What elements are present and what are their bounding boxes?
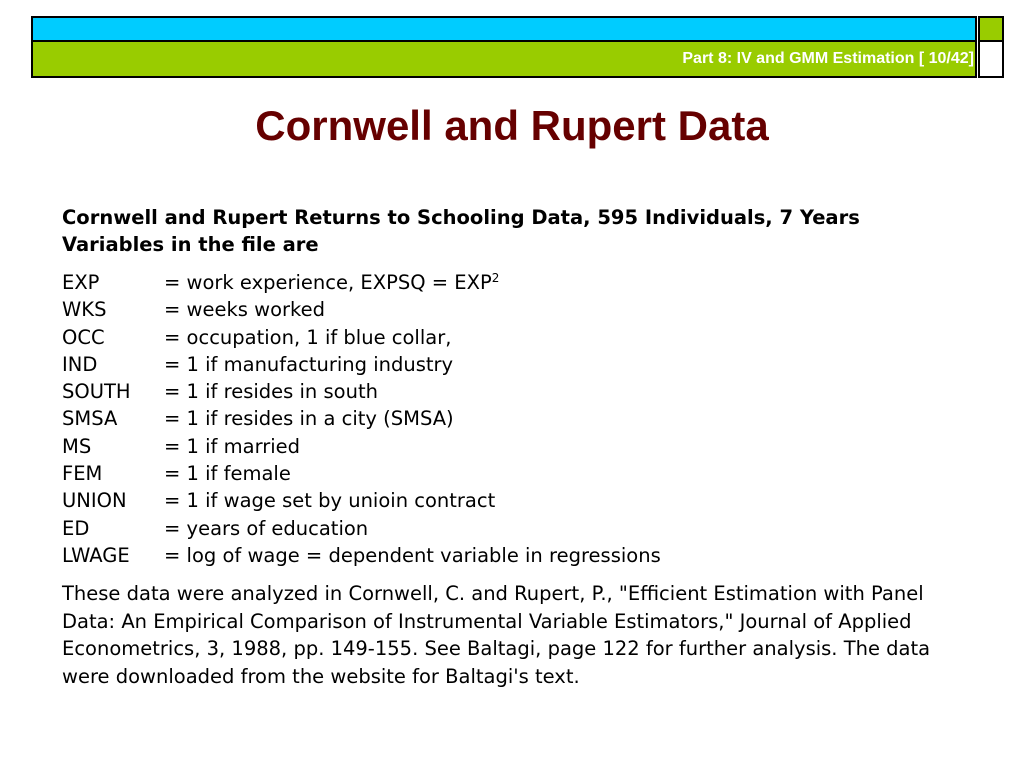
citation-line: Econometrics, 3, 1988, pp. 149-155. See Baltagi, page 122 for further analysis. The data: [62, 637, 931, 661]
variable-name: MS: [62, 434, 92, 458]
variable-description-text: = occupation, 1 if blue collar,: [164, 325, 452, 349]
variable-row: [62, 378, 982, 405]
variable-name: SMSA: [62, 407, 118, 431]
variable-row: [62, 487, 982, 514]
variable-name: EXP: [62, 271, 100, 294]
intro-line-2: Variables in the file are: [62, 233, 319, 256]
header-corner-square-bottom: [978, 42, 1004, 78]
variable-description: [164, 351, 982, 378]
slide-caption: Part 8: IV and GMM Estimation [ 10/42]: [682, 50, 974, 67]
citation-notes: [62, 580, 982, 690]
variable-description-text: = years of education: [164, 516, 369, 540]
header-top-bar: [31, 16, 977, 42]
variable-name: IND: [62, 352, 98, 376]
variable-description-text: = log of wage = dependent variable in regressions: [164, 543, 661, 567]
superscript-exponent: 2: [491, 271, 500, 285]
variable-row: [62, 324, 982, 351]
variable-row: [62, 296, 982, 323]
variable-name: ED: [62, 516, 90, 540]
variable-description: [164, 433, 982, 460]
variable-description-text: = work experience, EXPSQ = EXP: [164, 271, 492, 294]
variable-description-text: = 1 if resides in a city (SMSA): [164, 407, 454, 431]
variable-description: [164, 460, 982, 487]
citation-line: were downloaded from the website for Baltagi's text.: [62, 664, 580, 688]
variable-description: [164, 542, 982, 569]
variable-list: [62, 269, 982, 569]
variable-description-text: = 1 if manufacturing industry: [164, 352, 454, 376]
variable-name: WKS: [62, 298, 107, 322]
variable-name: OCC: [62, 325, 105, 349]
variable-row: [62, 542, 982, 569]
variable-row: [62, 405, 982, 432]
variable-description: [164, 515, 982, 542]
variable-description: [164, 487, 982, 514]
citation-line: These data were analyzed in Cornwell, C. and Rupert, P., "Efficient Estimation with Panel: [62, 582, 924, 606]
variable-name: FEM: [62, 462, 103, 486]
variable-description: [164, 296, 982, 323]
variable-description: [164, 269, 982, 296]
slide-title: Cornwell and Rupert Data: [255, 102, 769, 149]
variable-description: [164, 378, 982, 405]
intro-block: [62, 204, 982, 258]
variable-row: [62, 460, 982, 487]
variable-description: [164, 324, 982, 351]
variable-row: [62, 515, 982, 542]
variable-row: [62, 269, 982, 296]
variable-description-text: = 1 if wage set by unioin contract: [164, 489, 496, 513]
variable-description-text: = 1 if resides in south: [164, 380, 378, 404]
variable-description-text: = weeks worked: [164, 298, 325, 322]
variable-description: [164, 405, 982, 432]
variable-name: UNION: [62, 489, 127, 513]
slide-body: [62, 204, 982, 690]
variable-description-text: = 1 if married: [164, 434, 301, 458]
citation-line: Data: An Empirical Comparison of Instrumental Variable Estimators," Journal of Applied: [62, 609, 912, 633]
variable-description-text: = 1 if female: [164, 462, 291, 486]
variable-name: LWAGE: [62, 543, 130, 567]
variable-name: SOUTH: [62, 380, 131, 404]
variable-row: [62, 351, 982, 378]
header-corner-square-top: [978, 16, 1004, 42]
variable-row: [62, 433, 982, 460]
intro-line-1: Cornwell and Rupert Returns to Schooling Data, 595 Individuals, 7 Years: [62, 206, 860, 229]
